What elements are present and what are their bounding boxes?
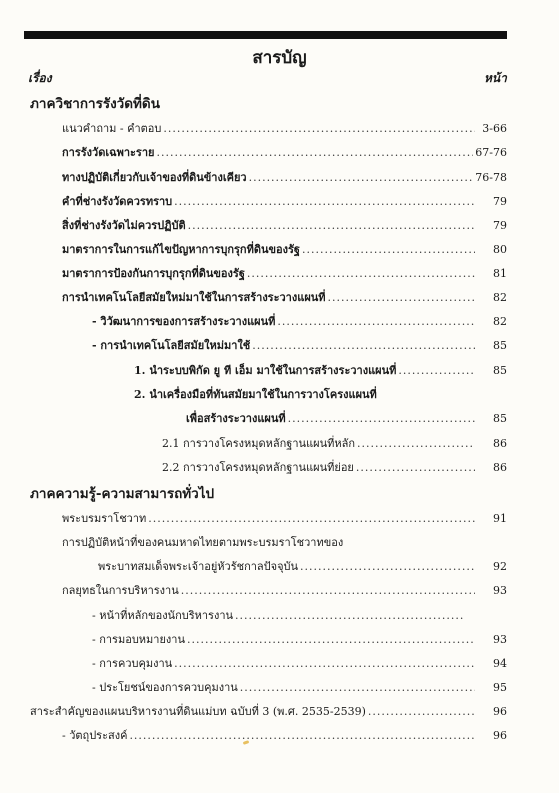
toc-entry: พระบรมราโชวาท ..... 91 — [62, 511, 507, 527]
toc-entry: เพื่อสร้างระวางแผนที่ ..... 85 — [186, 411, 507, 427]
column-header-topic: เรื่อง — [28, 71, 52, 85]
toc-entry: - วัตถุประสงค์ ..... 96 — [62, 728, 507, 744]
toc-entry: 1. นำระบบพิกัด ยู ที เอ็ม มาใช้ในการสร้างระวางแผนที่ ..... 85 — [134, 363, 507, 379]
toc-entry: - การนำเทคโนโลยีสมัยใหม่มาใช้ ..... 85 — [92, 338, 507, 354]
column-header-page: หน้า — [484, 71, 507, 85]
top-rule — [24, 31, 507, 39]
toc-entry: - ประโยชน์ของการควบคุมงาน ..... 95 — [92, 680, 507, 696]
page-title: สารบัญ — [252, 48, 307, 68]
toc-entry-continued: การปฏิบัติหน้าที่ของคนมหาดไทยตามพระบรมราโชวาทของ — [62, 536, 344, 549]
section-heading-general-knowledge: ภาคความรู้-ความสามารถทั่วไป — [30, 486, 215, 502]
toc-entry: - หน้าที่หลักของนักบริหารงาน ..... — [92, 608, 467, 624]
toc-entry: - การมอบหมายงาน ..... 93 — [92, 632, 507, 648]
toc-entry-continued: 2. นำเครื่องมือที่ทันสมัยมาใช้ในการวางโครงแผนที่ — [134, 388, 377, 401]
paper-stain — [243, 740, 250, 745]
toc-entry: มาตราการในการแก้ไขปัญหาการบุกรุกที่ดินของรัฐ ..... 80 — [62, 242, 507, 258]
toc-entry: แนวคำถาม - คำตอบ ..... 3-66 — [62, 121, 507, 137]
toc-entry: การนำเทคโนโลยีสมัยใหม่มาใช้ในการสร้างระวางแผนที่ ..... 82 — [62, 290, 507, 306]
toc-entry: การรังวัดเฉพาะราย ..... 67-76 — [62, 145, 507, 161]
toc-entry: 2.1 การวางโครงหมุดหลักฐานแผนที่หลัก ..... 86 — [162, 436, 507, 452]
toc-entry: คำที่ช่างรังวัดควรทราบ ..... 79 — [62, 194, 507, 210]
toc-entry: กลยุทธในการบริหารงาน ..... 93 — [62, 583, 507, 599]
toc-entry: - วิวัฒนาการของการสร้างระวางแผนที่ ..... 82 — [92, 314, 507, 330]
toc-entry: ทางปฏิบัติเกี่ยวกับเจ้าของที่ดินข้างเคียว ..... 76-78 — [62, 170, 507, 186]
toc-entry: พระบาทสมเด็จพระเจ้าอยู่หัวรัชกาลปัจจุบัน ..... 92 — [98, 559, 507, 575]
toc-entry: มาตราการป้องกันการบุกรุกที่ดินของรัฐ ..... 81 — [62, 266, 507, 282]
section-heading-survey: ภาควิชาการรังวัดที่ดิน — [30, 96, 160, 112]
toc-entry: สิ่งที่ช่างรังวัดไม่ควรปฏิบัติ ..... 79 — [62, 218, 507, 234]
toc-entry: - การควบคุมงาน ..... 94 — [92, 656, 507, 672]
toc-entry: สาระสำคัญของแผนบริหารงานที่ดินแม่บท ฉบับที่ 3 (พ.ศ. 2535-2539) ..... 96 — [30, 704, 507, 720]
toc-entry: 2.2 การวางโครงหมุดหลักฐานแผนที่ย่อย ..... 86 — [162, 460, 507, 476]
